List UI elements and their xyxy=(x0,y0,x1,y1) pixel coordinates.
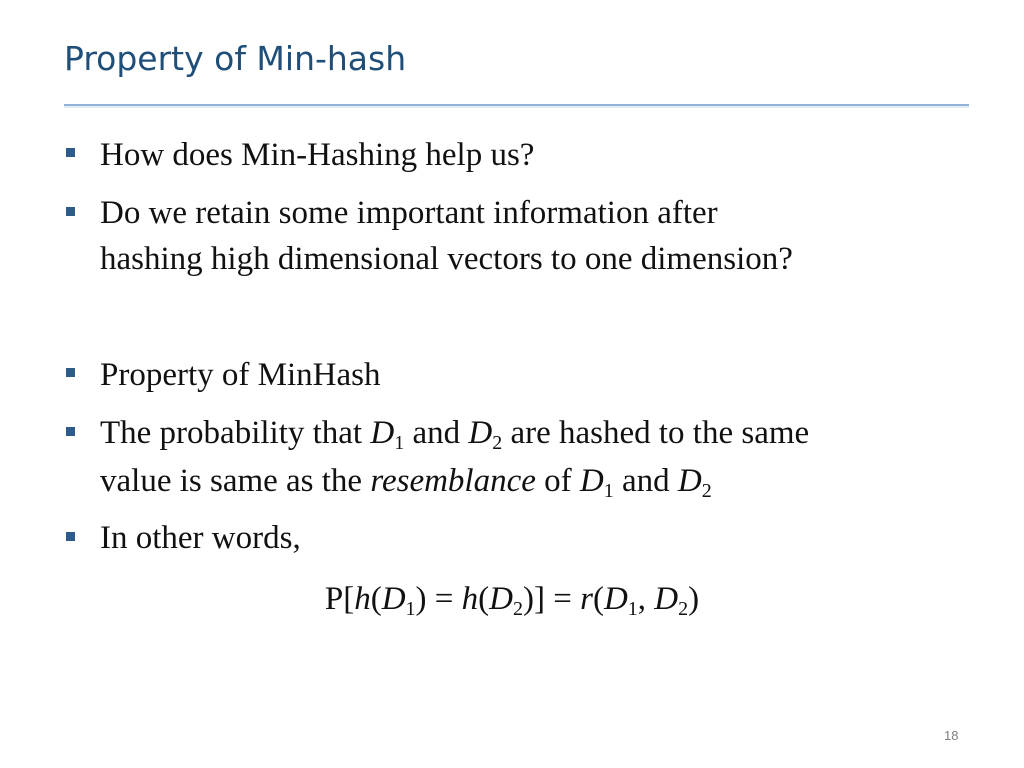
subscript: 2 xyxy=(701,480,712,502)
var-d: D xyxy=(579,463,604,499)
bullet-square-icon xyxy=(66,148,75,157)
formula-var: h xyxy=(354,581,371,617)
formula-part: P[ xyxy=(324,581,355,617)
text: The probability that xyxy=(100,415,371,451)
text: and xyxy=(404,415,469,451)
bullet-3-text: Property of MinHash xyxy=(100,357,381,393)
formula-var: D xyxy=(489,581,513,617)
bullet-square-icon xyxy=(66,368,75,377)
emphasis-resemblance: resemblance xyxy=(370,463,536,499)
bullet-5-text: In other words, xyxy=(100,520,301,556)
text: value is same as the xyxy=(100,463,371,499)
text: of xyxy=(535,463,580,499)
subscript: 2 xyxy=(492,432,503,454)
bullet-2-line-1: Do we retain some important information after xyxy=(100,195,718,231)
min-hash-formula xyxy=(0,576,1024,626)
bullet-4-line-2 xyxy=(100,458,980,508)
formula-var: D xyxy=(654,581,679,617)
formula-part: ( xyxy=(370,581,382,617)
var-d: D xyxy=(370,415,395,451)
subscript: 2 xyxy=(678,598,689,620)
text: are hashed to the same xyxy=(502,415,810,451)
formula-var: D xyxy=(381,581,406,617)
bullet-square-icon xyxy=(66,427,75,436)
text: and xyxy=(613,463,678,499)
formula-part: ( xyxy=(478,581,490,617)
bullet-2-line-2: hashing high dimensional vectors to one dimension? xyxy=(100,241,793,277)
var-d: D xyxy=(468,415,493,451)
bullet-4-line-1 xyxy=(100,410,980,460)
subscript: 1 xyxy=(603,480,614,502)
formula-part: , xyxy=(637,581,655,617)
var-d: D xyxy=(677,463,702,499)
formula-part: ) = xyxy=(415,581,462,617)
bullet-square-icon xyxy=(66,532,75,541)
subscript: 1 xyxy=(627,598,638,620)
subscript: 1 xyxy=(394,432,405,454)
subscript: 1 xyxy=(405,598,416,620)
formula-part: ) xyxy=(688,581,700,617)
bullet-square-icon xyxy=(66,207,75,216)
bullet-1-text: How does Min-Hashing help us? xyxy=(100,137,535,173)
subscript: 2 xyxy=(513,598,523,620)
formula-var: r xyxy=(580,581,593,617)
formula-part: )] = xyxy=(523,581,581,617)
formula-var: h xyxy=(461,581,479,617)
slide-title: Property of Min-hash xyxy=(64,39,407,78)
formula-var: D xyxy=(603,581,628,617)
page-number: 18 xyxy=(944,728,959,743)
formula-part: ( xyxy=(592,581,604,617)
